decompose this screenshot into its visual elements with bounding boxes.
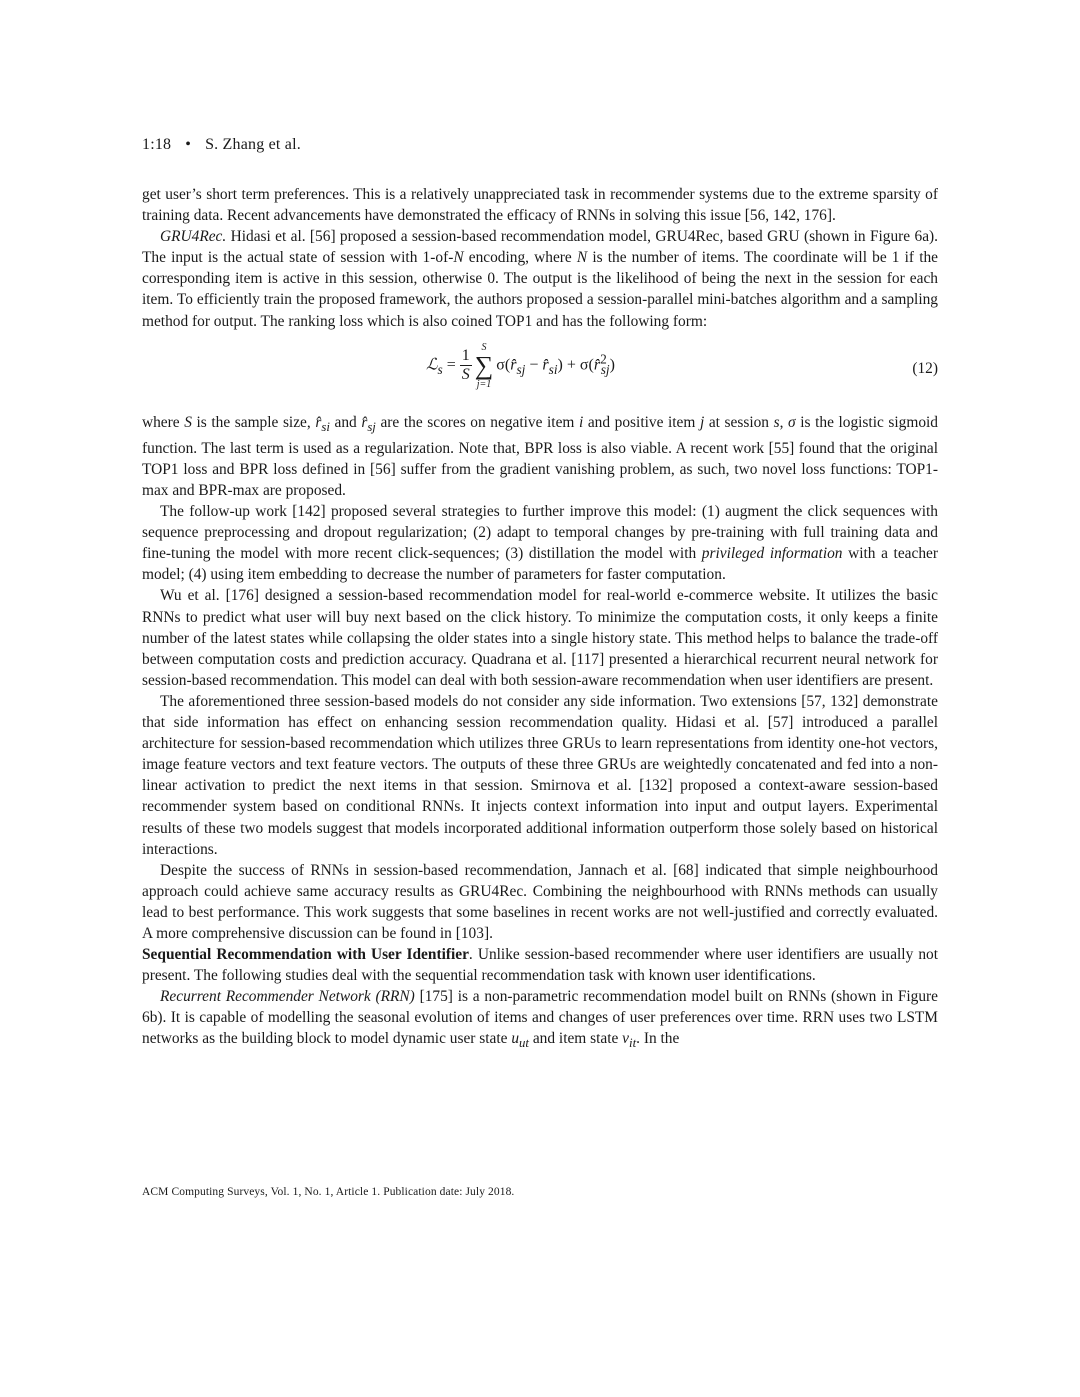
header-bullet: • bbox=[185, 136, 192, 153]
equation-content: ℒ$_s$ = $\frac{1}{S}$ S ∑ j=1 $\sigma(r̂_{sj}$ − $r̂_{si}$) + σ(r̂$^2_{sj}$) bbox=[426, 341, 615, 390]
paragraph-followup: The follow-up work [142] proposed several strategies to further improve this model: (1) augment the click sequences with sequence preprocessing and dropout regularization; (2) adapt to temporal changes by pre-training with full training data and fine-tuning the model with more recent click-sequences; (3) distillation the model with privileged information with a teacher model; (4) using item embedding to decrease the number of parameters for faster computation. bbox=[142, 503, 938, 584]
page-number: 1:18 bbox=[142, 136, 172, 153]
paragraph-side-info: The aforementioned three session-based models do not consider any side information. Two extensions [57, 132] demonstrate that side information has effect on enhancing session recommendation quality. Hidasi et al. [57] introduced a parallel architecture for session-based recommendation which utilizes three GRUs to learn representations from identity one-hot vectors, image feature vectors and text feature vectors. The outputs of these three GRUs are weightedly concatenated and fed into a non-linear activation to predict the next items in that session. Smirnova et al. [132] proposed a context-aware session-based recommender system based on conditional RNNs. It injects context information into input and output layers. Experimental results of these two models suggest that models incorporated additional information outperform those solely based on historical interactions. bbox=[142, 692, 938, 858]
summation: S ∑ j=1 bbox=[474, 341, 494, 390]
body-text bbox=[142, 184, 938, 1055]
equation-12 bbox=[142, 332, 938, 412]
paragraph-user-identifier: Sequential Recommendation with User Identifier. Unlike session-based recommender where user identifiers are usually not present. The following studies deal with the sequential recommendation task with known user identifications. bbox=[142, 946, 939, 985]
running-header bbox=[142, 136, 301, 154]
section-heading: Sequential Recommendation with User Identifier bbox=[142, 946, 469, 964]
gru4rec-lead: GRU4Rec. bbox=[160, 228, 227, 246]
equation-number: (12) bbox=[912, 359, 938, 377]
paragraph-where: where S is the sample size, $r̂_{si}$ and $r̂_{sj}$ are the scores on negative item i and positive item j at session s, σ is the logistic sigmoid function. The last term is used as a regularization. Note that, BPR loss is also viable. A recent work [55] found that the original TOP1 loss and BPR loss defined in [56] suffer from the gradient vanishing problem, as such, two novel loss functions: TOP1-max and BPR-max are proposed. bbox=[142, 413, 939, 500]
page-footer: ACM Computing Surveys, Vol. 1, No. 1, Article 1. Publication date: July 2018. bbox=[142, 1186, 515, 1198]
header-authors: S. Zhang et al. bbox=[205, 136, 301, 153]
paragraph-intro: get user’s short term preferences. This is a relatively unappreciated task in recommender systems due to the extreme sparsity of training data. Recent advancements have demonstrated the efficacy of RNNs in solving this issue [56, 142, 176]. bbox=[142, 186, 938, 225]
paragraph-rrn: Recurrent Recommender Network (RRN) [175] is a non-parametric recommendation model built on RNNs (shown in Figure 6b). It is capable of modelling the seasonal evolution of items and changes of user preferences over time. RRN uses two LSTM networks as the building block to model dynamic user state $u_{ut}$ and item state $v_{it}$. In the bbox=[142, 988, 939, 1051]
paragraph-jannach: Despite the success of RNNs in session-based recommendation, Jannach et al. [68] indicated that simple neighbourhood approach could achieve same accuracy results as GRU4Rec. Combining the neighbourhood with RNNs methods can usually lead to best performance. This work suggests that some baselines in recent works are not well-justified and correctly evaluated. A more comprehensive discussion can be found in [103]. bbox=[142, 861, 938, 942]
equation-fraction: $\frac{1}{S}$ bbox=[461, 347, 470, 384]
paragraph-gru4rec: GRU4Rec. Hidasi et al. [56] proposed a session-based recommendation model, GRU4Rec, based GRU (shown in Figure 6a). The input is the actual state of session with 1-of-N encoding, where N is the number of items. The coordinate will be 1 if the corresponding item is active in this session, otherwise 0. The output is the likelihood of being the next in the session for each item. To efficiently train the proposed framework, the authors proposed a session-parallel mini-batches algorithm and a sampling method for output. The ranking loss which is also coined TOP1 and has the following form: bbox=[142, 228, 939, 330]
paragraph-wu: Wu et al. [176] designed a session-based recommendation model for real-world e-commerce website. It utilizes the basic RNNs to predict what user will buy next based on the click history. To minimize the computation costs, it only keeps a finite number of the latest states while collapsing the older states into a single history state. This method helps to balance the trade-off between computation costs and prediction accuracy. Quadrana et al. [117] presented a hierarchical recurrent neural network for session-based recommendation. This model can deal with both session-aware recommendation when user identifiers are present. bbox=[142, 587, 938, 689]
